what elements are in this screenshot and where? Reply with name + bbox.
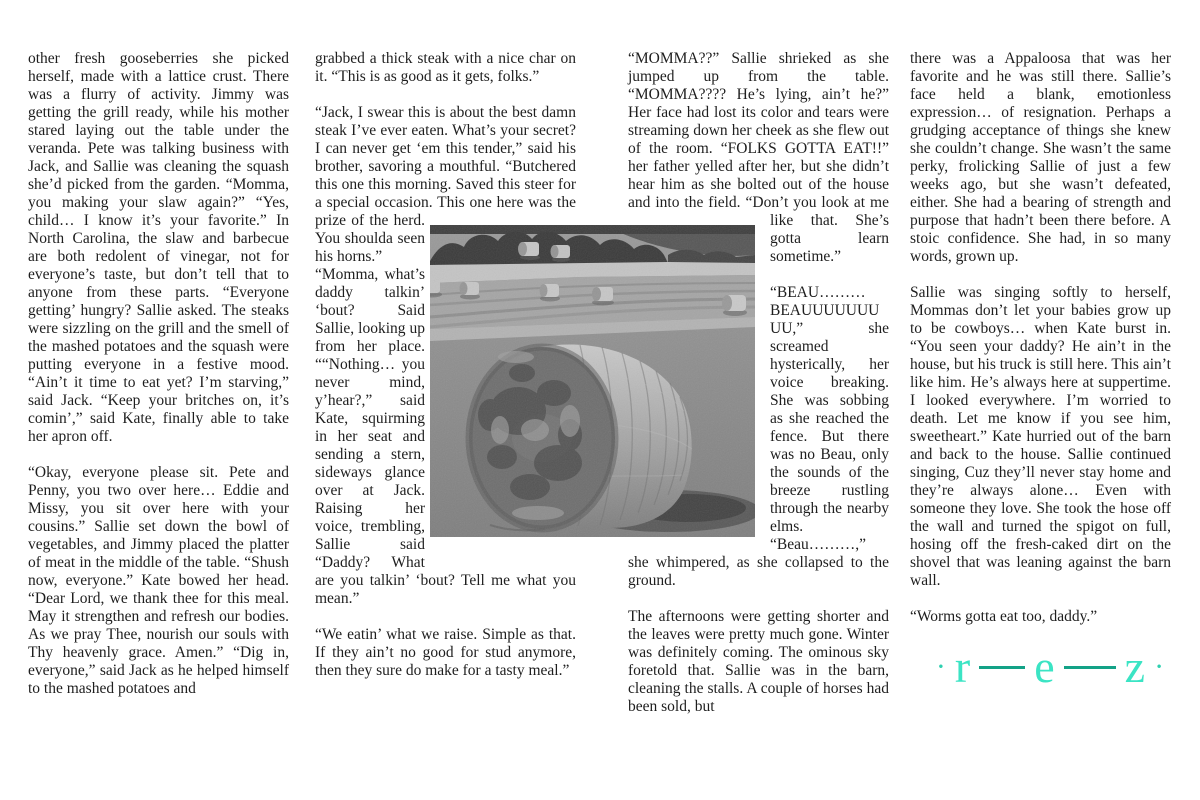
story-paragraph: The afternoons were getting shorter and the leaves were pretty much gone. Winter was definitely coming. The ominous sky foretold that. Sallie was in the barn, cleaning the stalls. A couple of horses had been sold, but <box>628 608 889 715</box>
text-column-1 <box>28 50 289 734</box>
story-paragraph: “Okay, everyone please sit. Pete and Penny, you two over here… Eddie and Missy, you sit over here with your cousins.” Sallie set down the bowl of vegetables, and Jimmy placed the platter of meat in the middle of the table. “Shush now, everyone.” Kate bowed her head. “Dear Lord, we thank thee for this meal. May it strengthen and refresh our bodies. As we pray Thee, nourish our souls with Thy heavenly grace. Amen.” “Dig in, everyone,” said Jack as he helped himself to the mashed potatoes and <box>28 464 289 697</box>
logo-dash <box>1064 666 1116 669</box>
story-paragraph: “Worms gotta eat too, daddy.” <box>910 608 1098 625</box>
story-paragraph: “MOMMA??” Sallie shrieked as she jumped up from the table. “MOMMA???? He’s lying, ain’t he?” Her face had lost its color and tears were streaming down her cheek as she flew out of the room. “FOLKS GOTTA EAT!!” her father yelled after her, but she didn’t hear him as she bolted out of the house and into the field. “Don’t you look at me like that. She’s gotta learn sometime.” <box>628 50 889 265</box>
story-paragraph: “We eatin’ what we raise. Simple as that. If they ain’t no good for stud anymore, then they sure do make for a tasty meal.” <box>315 626 576 679</box>
hay-field-photo-art <box>430 225 755 537</box>
story-paragraph: “Jack, I swear this is about the best damn steak I’ve ever eaten. What’s your secret? I can never get ‘em this tender,” said his brother, savoring a mouthful. “Butchered this one this morning. Saved this steer for a special occasion. This one here was the prize of the herd. You shoulda seen his horns.” <box>315 104 576 265</box>
logo-letter-e: e <box>1034 641 1055 692</box>
logo-dot-right: · <box>1154 650 1165 683</box>
story-paragraph: grabbed a thick steak with a nice char on it. “This is as good as it gets, folks.” <box>315 50 576 85</box>
hay-field-photo <box>430 225 755 537</box>
story-paragraph: “BEAU………BEAUUUUUUUUU,” she screamed hysterically, her voice breaking. She was sobbing as she reached the fence. But there was no Beau, only the sounds of the breeze rustling through the nearby elms. “Beau………,” she whimpered, as she collapsed to the ground. <box>628 284 889 589</box>
story-paragraph: “Momma, what’s daddy talkin’ ‘bout? Said Sallie, looking up from her place. ““Nothing… you never mind, y’hear?,” said Kate, squirming in her seat and sending a stern, sideways glance over at Jack. Raising her voice, trembling, Sallie said “Daddy? What are you talkin’ ‘bout? Tell me what you mean.” <box>315 266 576 607</box>
logo-letter-z: z <box>1124 641 1146 692</box>
logo-dot-left: · <box>935 650 946 683</box>
logo-letter-r: r <box>954 641 971 692</box>
story-paragraph: there was a Appaloosa that was her favorite and he was still there. Sallie’s face held a blank, emotionless expression… of resignation. Perhaps a grudging acceptance of things she knew she couldn’t change. She wasn’t the same perky, frolicking Sallie of just a few weeks ago, but she wasn’t defeated, either. She had a bearing of strength and purpose that hadn’t been there before. A stoic confidence. She had, in so many words, grown up. <box>910 50 1171 265</box>
logo-dash <box>979 666 1025 669</box>
text-column-4 <box>910 50 1171 734</box>
story-paragraph: Sallie was singing softly to herself, Mommas don’t let your babies grow up to be cowboys… when Kate burst in. “You seen your daddy? He ain’t in the house, but his truck is still here. This ain’t like him. He’s always here at suppertime. I looked everywhere. I’m worried to death. Let me know if you see him, sweetheart.” Kate hurried out of the barn and back to the house. Sallie continued singing, Cuz they’ll never stay home and they’re always alone… Even with someone they love. She took the hose off the wall and turned the spigot on full, hosing off the fresh-caked dirt on the shovel that was leaning against the barn wall. <box>910 284 1171 589</box>
rez-logo <box>928 634 1172 700</box>
story-paragraph: other fresh gooseberries she picked herself, made with a lattice crust. There was a flurry of activity. Jimmy was getting the grill ready, while his mother stared laying out the table under the veranda. Pete was talking business with Jack, and Sallie was cleaning the squash she’d picked from the garden. “Momma, you making your slaw again?” “Yes, child… I know it’s your favorite.” In North Carolina, the slaw and barbecue are both redolent of vinegar, not for everyone’s taste, but don’t tell that to anyone from these parts. “Everyone getting’ hungry? Sallie asked. The steaks were sizzling on the grill and the smell of the mashed potatoes and the squash were putting everyone in a festive mood. “Ain’t it time to eat yet? I’m starving,” said Jack. “Keep your britches on, it’s comin’,” said Kate, finally able to take her apron off. <box>28 50 289 445</box>
